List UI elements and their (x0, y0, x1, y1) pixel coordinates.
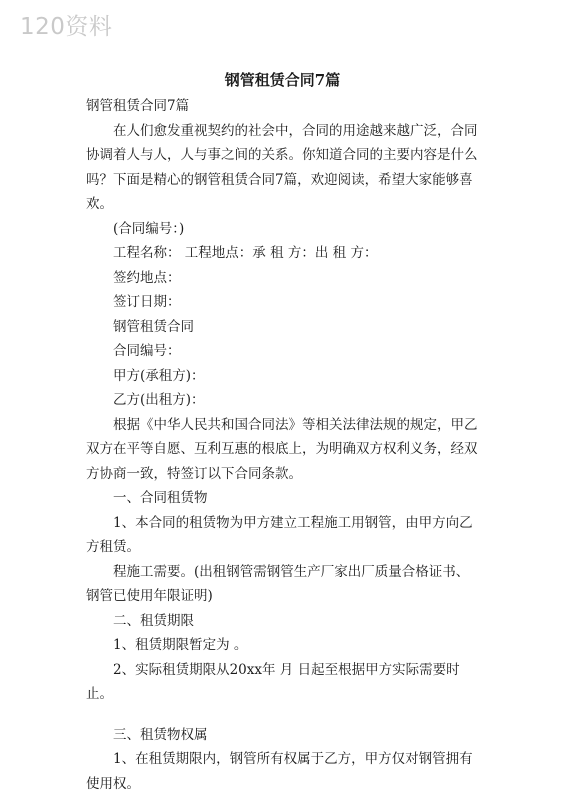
intro-paragraph: 在人们愈发重视契约的社会中，合同的用途越来越广泛，合同协调着人与人，人与事之间的关系。你知道合同的主要内容是什么吗？下面是精心的钢管租赁合同7篇，欢迎阅读，希望大家能够喜欢。 (86, 122, 478, 212)
document-body (86, 94, 478, 796)
section-heading-3: 三、租赁物权属 (113, 726, 208, 743)
contract-name-line: 钢管租赁合同 (113, 318, 194, 335)
subtitle-line: 钢管租赁合同7篇 (86, 98, 190, 114)
section-heading-1: 一、合同租赁物 (113, 490, 208, 506)
preamble-paragraph: 根据《中华人民共和国合同法》等相关法律法规的规定，甲乙双方在平等自愿、互利互惠的根底上，为明确双方权利义务，经双方协商一致，特签订以下合同条款。 (86, 416, 478, 482)
signing-place-line: 签约地点： (113, 269, 181, 286)
section-heading-2: 二、租赁期限 (113, 612, 194, 629)
party-b-line: 乙方(出租方)： (113, 392, 205, 408)
clause-2-2: 2、实际租赁期限从20xx年 月 日起至根据甲方实际需要时止。 (86, 661, 460, 702)
clause-2-1: 1、租赁期限暂定为 。 (113, 637, 248, 653)
party-a-line: 甲方(承租方)： (113, 367, 205, 384)
clause-1-1: 1、本合同的租赁物为甲方建立工程施工用钢管，由甲方向乙方租赁。 (86, 514, 473, 555)
clause-3-1: 1、在租赁期限内，钢管所有权属于乙方，甲方仅对钢管拥有使用权。 (86, 751, 473, 792)
signing-date-line: 签订日期： (113, 294, 181, 310)
clause-1-note: 程施工需要。(出租钢管需钢管生产厂家出厂质量合格证书、钢管已使用年限证明) (86, 563, 470, 604)
contract-id-line: 合同编号： (113, 343, 181, 359)
project-info-line: 工程名称： 工程地点：承 租 方：出 租 方： (113, 245, 378, 261)
paragraph-gap (86, 707, 478, 723)
contract-number-line: (合同编号：) (113, 220, 185, 237)
watermark: 120资料 (20, 14, 113, 40)
document-title: 钢管租赁合同7篇 (224, 71, 341, 89)
